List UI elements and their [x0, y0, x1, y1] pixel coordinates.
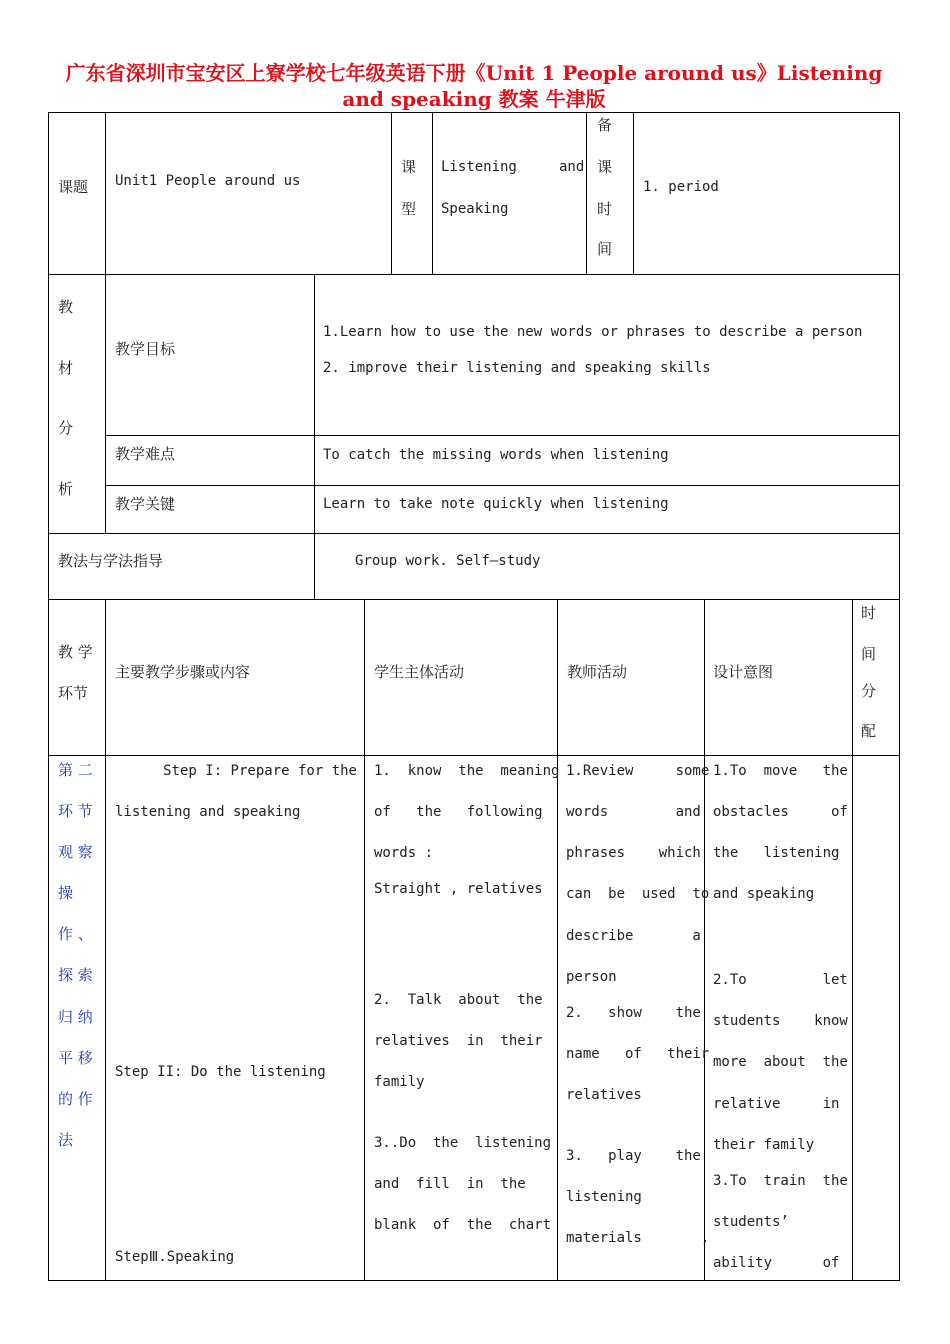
table-border-right: [899, 112, 900, 1281]
stage-line: 观 察: [58, 843, 93, 861]
teacher-line: 2. show the: [566, 1005, 701, 1021]
hours-label-2: 课: [597, 158, 613, 176]
rule-v-method: [314, 533, 315, 599]
rule-v-col-4: [704, 599, 705, 1280]
rule-v-col-1: [105, 599, 106, 1280]
col-teacher: 教师活动: [567, 663, 628, 681]
rule-v-r1-e: [633, 112, 634, 274]
student-line: 2. Talk about the: [374, 992, 543, 1008]
topic-value: Unit1 People around us: [115, 173, 301, 189]
hours-label-1: 备: [597, 116, 613, 134]
student-line: blank of the chart: [374, 1217, 552, 1233]
rule-v-analysis-a: [105, 274, 106, 533]
stage-line: 作 、: [58, 925, 93, 943]
goal-line-1: 1.Learn how to use the new words or phrases to describe a person: [323, 324, 863, 340]
table-border-left: [48, 112, 49, 1281]
student-line: family: [374, 1074, 425, 1090]
design-line: relative in: [713, 1096, 840, 1112]
hours-value: 1. period: [643, 179, 719, 195]
key-label: 教学关键: [115, 495, 176, 513]
student-line: 1. know the meaning: [374, 763, 560, 779]
analysis-label-1: 教: [58, 298, 74, 316]
document-title: [48, 60, 900, 112]
stage-line: 探 索: [58, 966, 93, 984]
design-line: 3.To train the: [713, 1173, 848, 1189]
teacher-line: 1.Review some: [566, 763, 710, 779]
design-line: their family: [713, 1137, 815, 1153]
hours-label-3: 时: [597, 200, 613, 218]
analysis-label-2: 材: [58, 359, 74, 377]
student-line: words :: [374, 845, 434, 861]
step1-line-1: Step I: Prepare for the: [163, 763, 357, 779]
step1-line-2: listening and speaking: [115, 804, 301, 820]
rule-v-r1-d: [586, 112, 587, 274]
teacher-line: 3. play the: [566, 1148, 701, 1164]
title-line-1: 广东省深圳市宝安区上寮学校七年级英语下册《Unit 1 People around us》Listening: [65, 61, 883, 85]
key-value: Learn to take note quickly when listening: [323, 496, 669, 512]
goal-line-2: 2. improve their listening and speaking skills: [323, 360, 711, 376]
step2-line: Step II: Do the listening: [115, 1064, 326, 1080]
analysis-label-3: 分: [58, 419, 74, 437]
design-line: ability of: [713, 1255, 840, 1271]
rule-after-method: [48, 599, 900, 600]
design-line: obstacles of: [713, 804, 848, 820]
rule-v-col-5: [852, 599, 853, 1280]
type-value-1: Listening and: [441, 159, 585, 175]
design-line: and speaking: [713, 886, 815, 902]
rule-after-goal: [105, 435, 900, 436]
col-steps: 主要教学步骤或内容: [115, 663, 251, 681]
design-line: students’: [713, 1214, 789, 1230]
teacher-line: words and: [566, 804, 701, 820]
analysis-label-4: 析: [58, 480, 74, 498]
type-label-2: 型: [401, 200, 417, 218]
col-stage-1: 教 学: [58, 643, 93, 661]
design-line: 2.To let: [713, 972, 848, 988]
teacher-line: name of their: [566, 1046, 710, 1062]
type-label-1: 课: [401, 158, 417, 176]
teacher-line: describe a: [566, 928, 701, 944]
rule-v-r1-c: [432, 112, 433, 274]
col-time-3: 分: [861, 682, 877, 700]
difficulty-value: To catch the missing words when listening: [323, 447, 669, 463]
rule-v-col-3: [557, 599, 558, 1280]
topic-label: 课题: [58, 178, 89, 196]
stage-line: 操: [58, 884, 74, 902]
stage-line: 的 作: [58, 1090, 93, 1108]
design-line: more about the: [713, 1054, 848, 1070]
title-line-2: and speaking 教案 牛津版: [342, 87, 606, 111]
col-stage-2: 环节: [58, 684, 89, 702]
col-student: 学生主体活动: [374, 663, 465, 681]
teacher-line: materials ,: [566, 1230, 710, 1246]
design-line: the listening: [713, 845, 840, 861]
method-label: 教法与学法指导: [58, 552, 164, 570]
design-line: students know: [713, 1013, 848, 1029]
teacher-line: can be used to: [566, 886, 710, 902]
rule-after-difficulty: [105, 485, 900, 486]
type-value-2: Speaking: [441, 201, 509, 217]
rule-v-analysis-b: [314, 274, 315, 533]
design-line: 1.To move the: [713, 763, 848, 779]
stage-line: 平 移: [58, 1049, 93, 1067]
rule-v-r1-b: [391, 112, 392, 274]
table-border-bottom: [48, 1280, 900, 1281]
difficulty-label: 教学难点: [115, 445, 176, 463]
student-line: and fill in the: [374, 1176, 526, 1192]
teacher-line: phrases which: [566, 845, 701, 861]
stage-line: 归 纳: [58, 1008, 93, 1026]
rule-v-r1-a: [105, 112, 106, 274]
table-border-top: [48, 112, 900, 113]
student-line: 3..Do the listening: [374, 1135, 552, 1151]
stage-line: 第 二: [58, 761, 93, 779]
stage-line: 法: [58, 1131, 74, 1149]
col-time-1: 时: [861, 604, 877, 622]
step3-line: StepⅢ.Speaking: [115, 1249, 235, 1265]
col-time-2: 间: [861, 645, 877, 663]
method-value: Group work. Self—study: [355, 553, 541, 569]
teacher-line: person: [566, 969, 617, 985]
teacher-line: listening: [566, 1189, 642, 1205]
goal-label: 教学目标: [115, 340, 176, 358]
student-line: of the following: [374, 804, 543, 820]
stage-line: 环 节: [58, 802, 93, 820]
col-time-4: 配: [861, 722, 877, 740]
rule-after-columns: [48, 755, 900, 756]
student-line: relatives in their: [374, 1033, 543, 1049]
teacher-line: relatives: [566, 1087, 642, 1103]
rule-v-col-2: [364, 599, 365, 1280]
col-design: 设计意图: [713, 663, 774, 681]
rule-after-analysis: [48, 533, 900, 534]
hours-label-4: 间: [597, 240, 613, 258]
rule-after-header: [48, 274, 900, 275]
student-line: Straight , relatives: [374, 881, 543, 897]
